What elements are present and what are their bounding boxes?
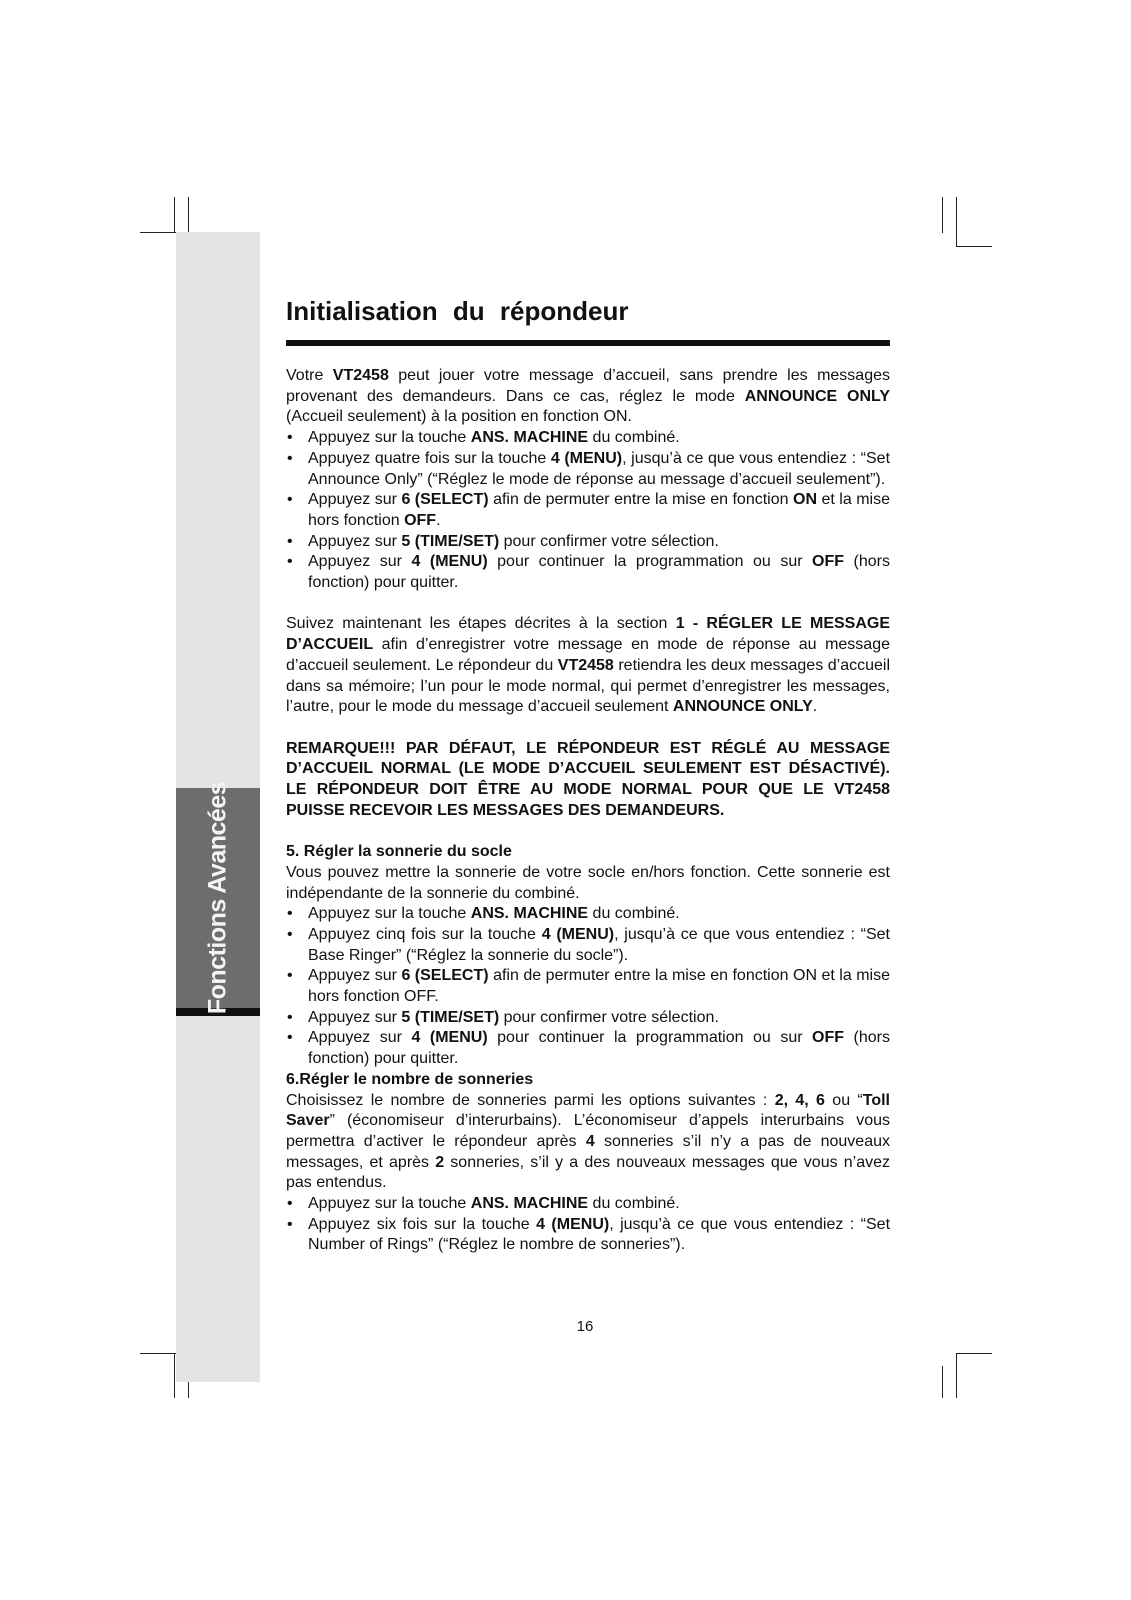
section-heading: 6.Régler le nombre de sonneries	[286, 1070, 534, 1088]
list-item: • Appuyez sur 6 (SELECT) afin de permuter entre la mise en fonction ON et la mise hors fonction OFF.	[286, 490, 890, 531]
section-intro: Vous pouvez mettre la sonnerie de votre socle en/hors fonction. Cette sonnerie est indépendante de la sonnerie du combiné.	[286, 863, 890, 902]
list-item: • Appuyez sur la touche ANS. MACHINE du combiné.	[286, 1194, 890, 1215]
list-item: • Appuyez cinq fois sur la touche 4 (MENU), jusqu’à ce que vous entendiez : “Set Base Ringer” (“Réglez la sonnerie du socle”).	[286, 925, 890, 966]
crop-mark	[188, 197, 189, 233]
base-ringer-steps-list	[286, 904, 890, 1070]
list-item: • Appuyez sur 4 (MENU) pour continuer la programmation ou sur OFF (hors fonction) pour quitter.	[286, 552, 890, 593]
spacer	[286, 718, 890, 739]
list-item: • Appuyez sur 4 (MENU) pour continuer la programmation ou sur OFF (hors fonction) pour quitter.	[286, 1028, 890, 1069]
crop-mark	[956, 197, 957, 247]
spacer	[286, 821, 890, 842]
crop-mark	[174, 197, 175, 233]
list-item: • Appuyez sur la touche ANS. MACHINE du combiné.	[286, 428, 890, 449]
crop-mark	[942, 197, 943, 233]
list-item: • Appuyez sur 6 (SELECT) afin de permuter entre la mise en fonction ON et la mise hors fonction OFF.	[286, 966, 890, 1007]
list-item: • Appuyez quatre fois sur la touche 4 (MENU), jusqu’à ce que vous entendiez : “Set Announce Only” (“Réglez le mode de réponse au message d’accueil seulement”).	[286, 449, 890, 490]
list-item: • Appuyez sur la touche ANS. MACHINE du combiné.	[286, 904, 890, 925]
section-intro: Choisissez le nombre de sonneries parmi les options suivantes : 2, 4, 6 ou “Toll Saver” (économiseur d’interurbains). L’économiseur d’appels interurbains vous permettra d’activer le répondeur après 4 sonneries s’il n’y a pas de nouveaux messages, et après 2 sonneries, s’il y a des nouveaux messages que vous n’avez pas entendus.	[286, 1091, 891, 1192]
remark-notice: REMARQUE!!! PAR DÉFAUT, LE RÉPONDEUR EST RÉGLÉ AU MESSAGE D’ACCUEIL NORMAL (LE MODE D’ACCUEIL SEULEMENT EST DÉSACTIVÉ). LE RÉPONDEUR DOIT ÊTRE AU MODE NORMAL POUR QUE LE VT2458 PUISSE RECEVOIR LES MESSAGES DES DEMANDEURS.	[286, 739, 890, 819]
title-rule	[286, 340, 890, 346]
announce-steps-list	[286, 428, 890, 594]
crop-mark	[956, 1353, 992, 1354]
list-item: • Appuyez sur 5 (TIME/SET) pour confirmer votre sélection.	[286, 1008, 890, 1029]
page-content	[286, 366, 890, 1256]
section-tab-label: Fonctions Avancées	[203, 781, 232, 1015]
crop-mark	[956, 246, 992, 247]
crop-mark	[942, 1366, 943, 1398]
page-number: 16	[576, 1318, 594, 1335]
list-item: • Appuyez six fois sur la touche 4 (MENU), jusqu’à ce que vous entendiez : “Set Number of Rings” (“Réglez le nombre de sonneries”).	[286, 1215, 890, 1256]
page-title: Initialisation du répondeur	[286, 296, 629, 326]
section-tab	[176, 781, 260, 1016]
follow-paragraph: Suivez maintenant les étapes décrites à la section 1 - RÉGLER LE MESSAGE D’ACCUEIL afin d’enregistrer votre message en mode de réponse au message d’accueil seulement. Le répondeur du VT2458 retiendra les deux messages d’accueil dans sa mémoire; l’un pour le mode normal, qui permet d’enregistrer les messages, l’autre, pour le mode du message d’accueil seulement ANNOUNCE ONLY.	[286, 615, 891, 716]
crop-mark	[956, 1353, 957, 1398]
intro-paragraph: Votre VT2458 peut jouer votre message d’accueil, sans prendre les messages provenant des demandeurs. Dans ce cas, réglez le mode ANNOUNCE ONLY (Accueil seulement) à la position en fonction ON.	[286, 367, 890, 426]
list-item: • Appuyez sur 5 (TIME/SET) pour confirmer votre sélection.	[286, 532, 890, 553]
rings-steps-list	[286, 1194, 890, 1256]
spacer	[286, 594, 890, 615]
section-heading: 5. Régler la sonnerie du socle	[286, 843, 512, 861]
crop-mark	[174, 1353, 175, 1398]
